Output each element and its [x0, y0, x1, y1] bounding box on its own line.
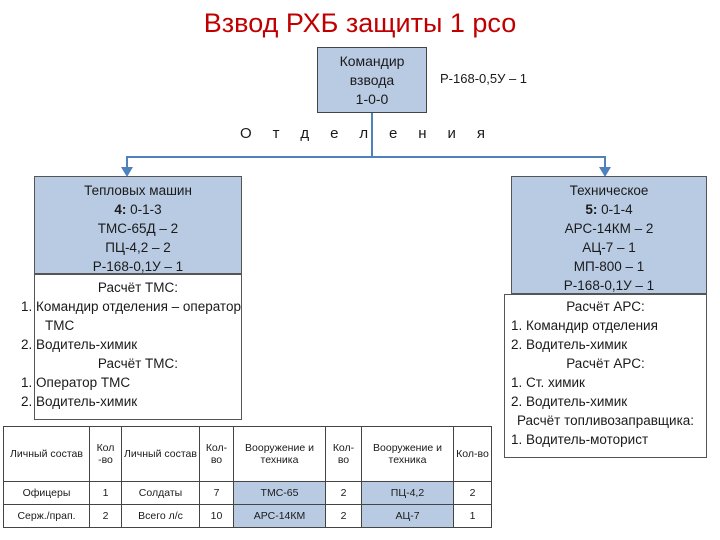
connector-horizontal	[126, 156, 606, 158]
table-header-cell: Кол-во	[200, 427, 234, 482]
table-row	[4, 482, 492, 505]
right-unit-equipment: Р-168-0,1У – 1	[563, 278, 655, 293]
crew-member: 1. Оператор ТМС	[21, 375, 131, 390]
table-cell: АРС-14КМ	[234, 505, 326, 528]
otdeleniya-letter: е	[330, 125, 339, 142]
table-cell: 1	[90, 482, 122, 505]
crew-member: 2. Водитель-химик	[511, 337, 628, 352]
table-cell: 2	[90, 505, 122, 528]
left-unit-count-label: 4:	[114, 202, 127, 217]
right-unit-count-label: 5:	[585, 202, 598, 217]
crew-heading: Расчёт ТМС:	[97, 356, 179, 371]
table-cell: ТМС-65	[234, 482, 326, 505]
otdeleniya-letter: е	[389, 125, 398, 142]
connector-vertical-main	[371, 113, 373, 158]
otdeleniya-letter: л	[359, 125, 369, 142]
left-unit-equipment: ПЦ-4,2 – 2	[105, 240, 171, 255]
commander-code: 1-0-0	[355, 90, 389, 107]
table-cell: 2	[454, 482, 492, 505]
table-cell: ПЦ-4,2	[362, 482, 454, 505]
table-header-cell: Кол -во	[90, 427, 122, 482]
table-cell: 1	[454, 505, 492, 528]
table-cell: Серж./прап.	[4, 505, 90, 528]
crew-member: 1. Водитель-моторист	[511, 432, 649, 447]
left-crews-box	[21, 274, 242, 420]
table-header-cell: Вооружение и техника	[362, 427, 454, 482]
otdeleniya-label	[240, 125, 485, 142]
table-header-cell: Кол-во	[454, 427, 492, 482]
left-unit-title: Тепловых машин	[84, 183, 192, 198]
personnel-equipment-table	[3, 426, 492, 528]
table-cell: 2	[326, 505, 362, 528]
table-cell: АЦ-7	[362, 505, 454, 528]
crew-member: 2. Водитель-химик	[511, 394, 628, 409]
table-cell: 10	[200, 505, 234, 528]
otdeleniya-letter: я	[476, 125, 485, 142]
crew-member: 1. Ст. химик	[511, 375, 585, 390]
right-unit-title: Техническое	[569, 183, 649, 198]
left-unit-count	[35, 200, 241, 219]
left-unit-count-value: 0-1-3	[126, 202, 162, 217]
table-cell: Солдаты	[122, 482, 200, 505]
table-row	[4, 505, 492, 528]
crew-member: 1. Командир отделения	[511, 318, 658, 333]
right-unit-count-value: 0-1-4	[597, 202, 633, 217]
right-crews-box	[504, 294, 707, 458]
otdeleniya-letter: О	[240, 125, 252, 142]
left-unit-equipment: Р-168-0,1У – 1	[92, 259, 184, 274]
crew-heading: Расчёт топливозаправщика:	[516, 413, 695, 428]
table-cell: Офицеры	[4, 482, 90, 505]
commander-label-line2: взвода	[349, 71, 395, 88]
table-header-cell: Вооружение и техника	[234, 427, 326, 482]
right-unit-equipment: АЦ-7 – 1	[582, 240, 636, 255]
otdeleniya-letter: и	[447, 125, 456, 142]
crew-heading: Расчёт ТМС:	[97, 280, 179, 295]
right-unit-box	[511, 176, 707, 294]
table-header-row	[4, 427, 492, 482]
crew-member: 1. Командир отделения – оператор ТМС	[21, 299, 241, 333]
right-unit-count	[512, 200, 706, 219]
left-unit-box	[34, 176, 242, 274]
table-header-cell: Личный состав	[122, 427, 200, 482]
otdeleniya-letter: н	[418, 125, 427, 142]
table-header-cell: Кол-во	[326, 427, 362, 482]
otdeleniya-letter: т	[272, 125, 280, 142]
crew-heading: Расчёт АРС:	[566, 356, 645, 371]
right-unit-equipment: МП-800 – 1	[573, 259, 645, 274]
commander-box	[317, 47, 427, 113]
commander-radio: Р-168-0,5У – 1	[440, 71, 528, 86]
crew-member: 2. Водитель-химик	[21, 337, 138, 352]
crew-heading: Расчёт АРС:	[566, 299, 645, 314]
commander-label-line1: Командир	[339, 52, 405, 69]
table-cell: Всего л/с	[122, 505, 200, 528]
page-title: Взвод РХБ защиты 1 рсо	[203, 8, 517, 38]
left-unit-equipment: ТМС-65Д – 2	[97, 221, 179, 236]
otdeleniya-letter: д	[300, 125, 310, 142]
right-unit-equipment: АРС-14КМ – 2	[564, 221, 654, 236]
crew-member: 2. Водитель-химик	[21, 394, 138, 409]
table-header-cell: Личный состав	[4, 427, 90, 482]
table-cell: 2	[326, 482, 362, 505]
table-cell: 7	[200, 482, 234, 505]
